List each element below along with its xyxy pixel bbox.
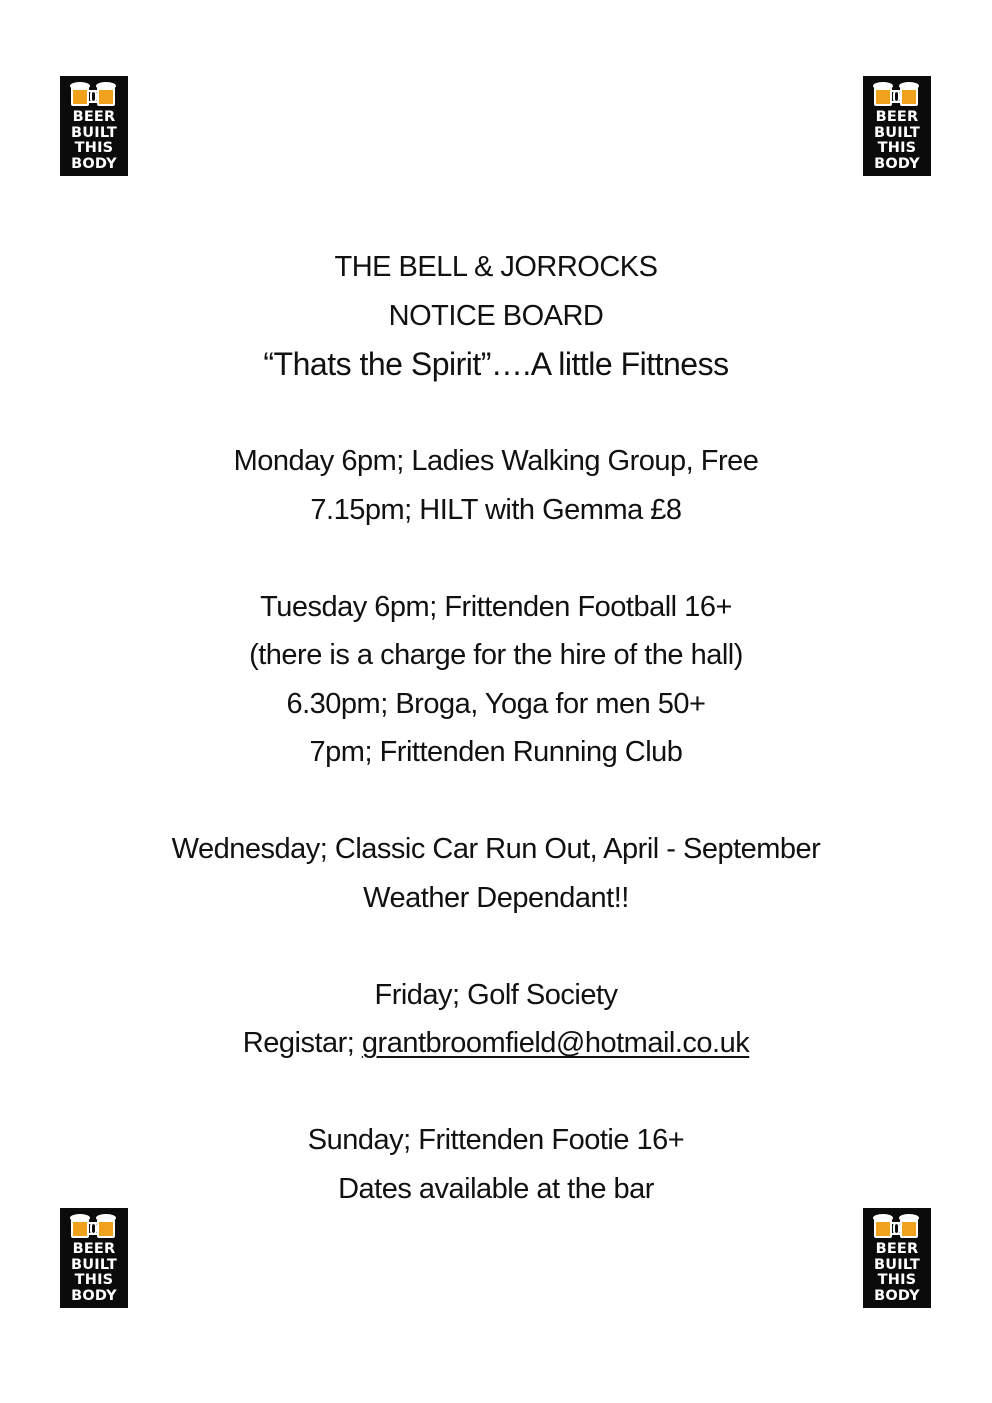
tagline: “Thats the Spirit”….A little Fittness (263, 346, 729, 382)
beer-mugs-icon (871, 80, 923, 108)
spacer (0, 534, 992, 583)
tuesday-line-1: Tuesday 6pm; Frittenden Football 16+ (260, 590, 732, 623)
notice-board-content (0, 243, 992, 1213)
logo-line-4: BODY (71, 155, 117, 172)
tuesday-line-4: 7pm; Frittenden Running Club (309, 736, 683, 768)
friday-line-1: Friday; Golf Society (374, 978, 618, 1011)
tuesday-line-2: (there is a charge for the hire of the hall) (249, 639, 743, 671)
logo-line-2: BUILT (874, 1256, 920, 1273)
logo-line-1: BEER (72, 109, 116, 125)
logo-line-3: THIS (877, 140, 917, 156)
registrar-email-link[interactable]: grantbroomfield@hotmail.co.uk (361, 1027, 750, 1059)
tuesday-line-3: 6.30pm; Broga, Yoga for men 50+ (286, 687, 706, 720)
logo-line-3: THIS (877, 1272, 917, 1288)
logo-text (60, 110, 128, 172)
sunday-line-1: Sunday; Frittenden Footie 16+ (307, 1124, 685, 1156)
board-title: NOTICE BOARD (388, 299, 604, 332)
monday-line-2: 7.15pm; HILT with Gemma £8 (310, 493, 682, 526)
beer-built-this-body-logo-top-left (60, 76, 128, 176)
registrar-label: Registar; (242, 1027, 362, 1059)
friday-registrar-line (0, 1019, 992, 1068)
spacer (0, 1068, 992, 1117)
logo-line-4: BODY (71, 1287, 117, 1304)
logo-line-2: BUILT (71, 124, 117, 141)
logo-line-1: BEER (72, 1241, 116, 1257)
wednesday-line-2: Weather Dependant!! (363, 881, 629, 914)
monday-line-1: Monday 6pm; Ladies Walking Group, Free (233, 445, 759, 477)
logo-line-4: BODY (874, 155, 920, 172)
logo-line-2: BUILT (874, 124, 920, 141)
venue-title: THE BELL & JORROCKS (334, 251, 658, 283)
logo-line-3: THIS (74, 1272, 114, 1288)
sunday-line-2: Dates available at the bar (338, 1172, 654, 1205)
beer-built-this-body-logo-top-right (863, 76, 931, 176)
beer-mugs-icon (871, 1212, 923, 1240)
spacer (0, 922, 992, 971)
beer-built-this-body-logo-bottom-right (863, 1208, 931, 1308)
spacer (0, 777, 992, 826)
logo-line-2: BUILT (71, 1256, 117, 1273)
logo-line-3: THIS (74, 140, 114, 156)
logo-line-1: BEER (875, 109, 919, 125)
wednesday-line-1: Wednesday; Classic Car Run Out, April - September (171, 833, 821, 865)
logo-text (60, 1242, 128, 1304)
beer-mugs-icon (68, 80, 120, 108)
logo-text (863, 1242, 931, 1304)
logo-line-1: BEER (875, 1241, 919, 1257)
beer-mugs-icon (68, 1212, 120, 1240)
beer-built-this-body-logo-bottom-left (60, 1208, 128, 1308)
spacer (0, 389, 992, 438)
logo-line-4: BODY (874, 1287, 920, 1304)
logo-text (863, 110, 931, 172)
